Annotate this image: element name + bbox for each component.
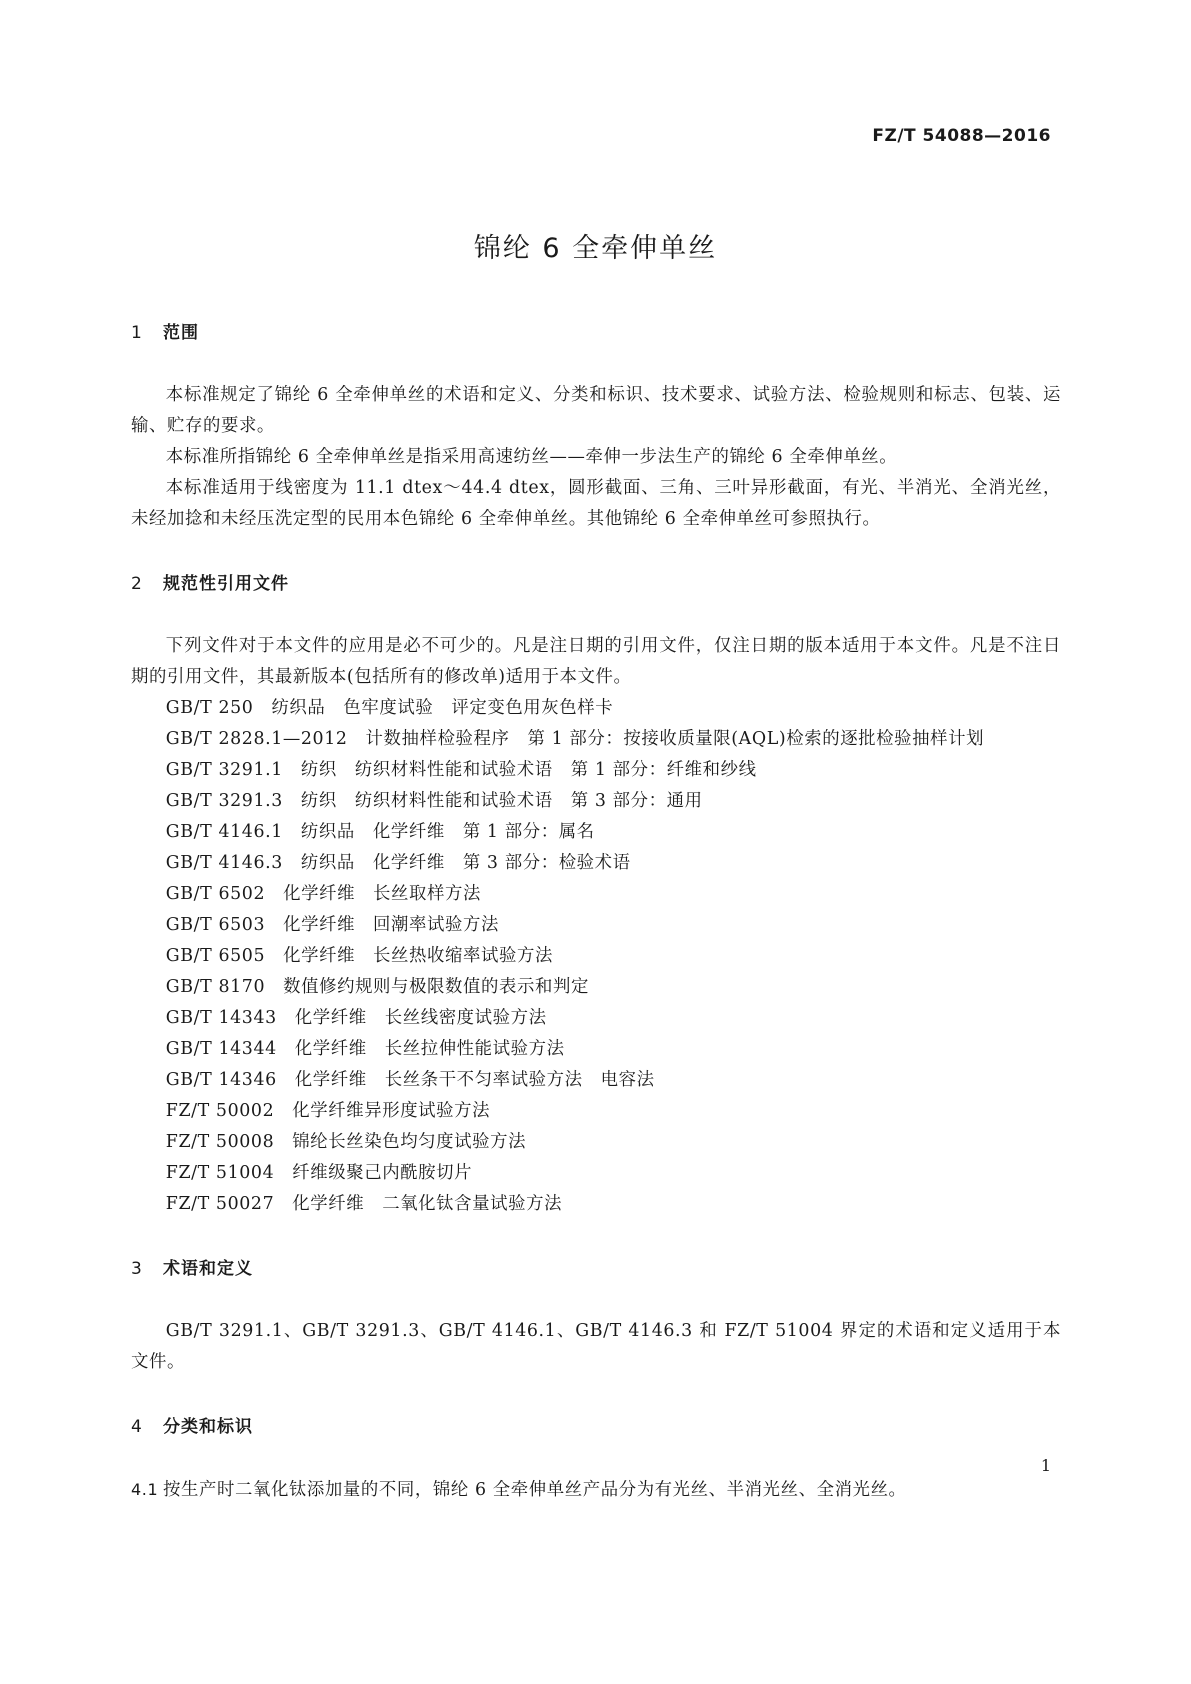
reference-item: FZ/T 51004 纤维级聚己内酰胺切片 [165, 1163, 473, 1183]
section-number: 3 [131, 1259, 143, 1279]
section-title: 范围 [163, 323, 199, 343]
reference-item: FZ/T 50008 锦纶长丝染色均匀度试验方法 [165, 1132, 527, 1152]
section-number: 2 [131, 574, 143, 594]
paragraph: 本标准适用于线密度为 11.1 dtex～44.4 dtex，圆形截面、三角、三叶异形截面，有光、半消光、全消光丝，未经加捻和未经压洗定型的民用本色锦纶 6 全牵伸单丝。其他锦纶 6 全牵伸单丝可参照执行。 [131, 478, 1061, 529]
section-title: 术语和定义 [163, 1259, 253, 1279]
page-number: 1 [1040, 1456, 1051, 1475]
paragraph: GB/T 3291.1、GB/T 3291.3、GB/T 4146.1、GB/T 4146.3 和 FZ/T 51004 界定的术语和定义适用于本文件。 [131, 1321, 1061, 1372]
reference-item: FZ/T 50002 化学纤维异形度试验方法 [165, 1101, 491, 1121]
clause-text: 按生产时二氧化钛添加量的不同，锦纶 6 全牵伸单丝产品分为有光丝、半消光丝、全消光丝。 [163, 1480, 907, 1500]
section-heading-scope [131, 318, 1061, 343]
section-heading-normative-references [131, 569, 1061, 594]
section-heading-classification [131, 1412, 1061, 1437]
clause-number: 4.1 [131, 1480, 159, 1499]
clause-4-1 [131, 1474, 1061, 1506]
document-body [131, 318, 1061, 1506]
paragraph: 本标准规定了锦纶 6 全牵伸单丝的术语和定义、分类和标识、技术要求、试验方法、检验规则和标志、包装、运输、贮存的要求。 [131, 385, 1061, 436]
section-title: 规范性引用文件 [163, 574, 289, 594]
section-heading-terms-definitions [131, 1254, 1061, 1279]
reference-item: GB/T 6505 化学纤维 长丝热收缩率试验方法 [165, 946, 553, 966]
section-number: 4 [131, 1417, 143, 1437]
section-title: 分类和标识 [163, 1417, 253, 1437]
reference-item: GB/T 6503 化学纤维 回潮率试验方法 [165, 915, 499, 935]
document-title: 锦纶 6 全牵伸单丝 [473, 233, 718, 264]
reference-item: GB/T 8170 数值修约规则与极限数值的表示和判定 [165, 977, 589, 997]
reference-list [131, 693, 1061, 1220]
paragraph: 下列文件对于本文件的应用是必不可少的。凡是注日期的引用文件，仅注日期的版本适用于本文件。凡是不注日期的引用文件，其最新版本(包括所有的修改单)适用于本文件。 [131, 636, 1061, 687]
section-number: 1 [131, 323, 143, 343]
standard-code: FZ/T 54088—2016 [872, 126, 1051, 146]
reference-item: GB/T 3291.3 纺织 纺织材料性能和试验术语 第 3 部分：通用 [165, 791, 703, 811]
reference-item: GB/T 14344 化学纤维 长丝拉伸性能试验方法 [165, 1039, 565, 1059]
reference-item: GB/T 2828.1—2012 计数抽样检验程序 第 1 部分：按接收质量限(AQL)检索的逐批检验抽样计划 [165, 729, 985, 749]
reference-item: GB/T 250 纺织品 色牢度试验 评定变色用灰色样卡 [165, 698, 614, 718]
reference-item: GB/T 6502 化学纤维 长丝取样方法 [165, 884, 482, 904]
reference-item: GB/T 4146.3 纺织品 化学纤维 第 3 部分：检验术语 [165, 853, 631, 873]
paragraph: 本标准所指锦纶 6 全牵伸单丝是指采用高速纺丝——牵伸一步法生产的锦纶 6 全牵伸单丝。 [165, 447, 898, 467]
reference-item: GB/T 3291.1 纺织 纺织材料性能和试验术语 第 1 部分：纤维和纱线 [165, 760, 757, 780]
reference-item: GB/T 4146.1 纺织品 化学纤维 第 1 部分：属名 [165, 822, 595, 842]
reference-item: FZ/T 50027 化学纤维 二氧化钛含量试验方法 [165, 1194, 563, 1214]
reference-item: GB/T 14343 化学纤维 长丝线密度试验方法 [165, 1008, 547, 1028]
reference-item: GB/T 14346 化学纤维 长丝条干不匀率试验方法 电容法 [165, 1070, 655, 1090]
